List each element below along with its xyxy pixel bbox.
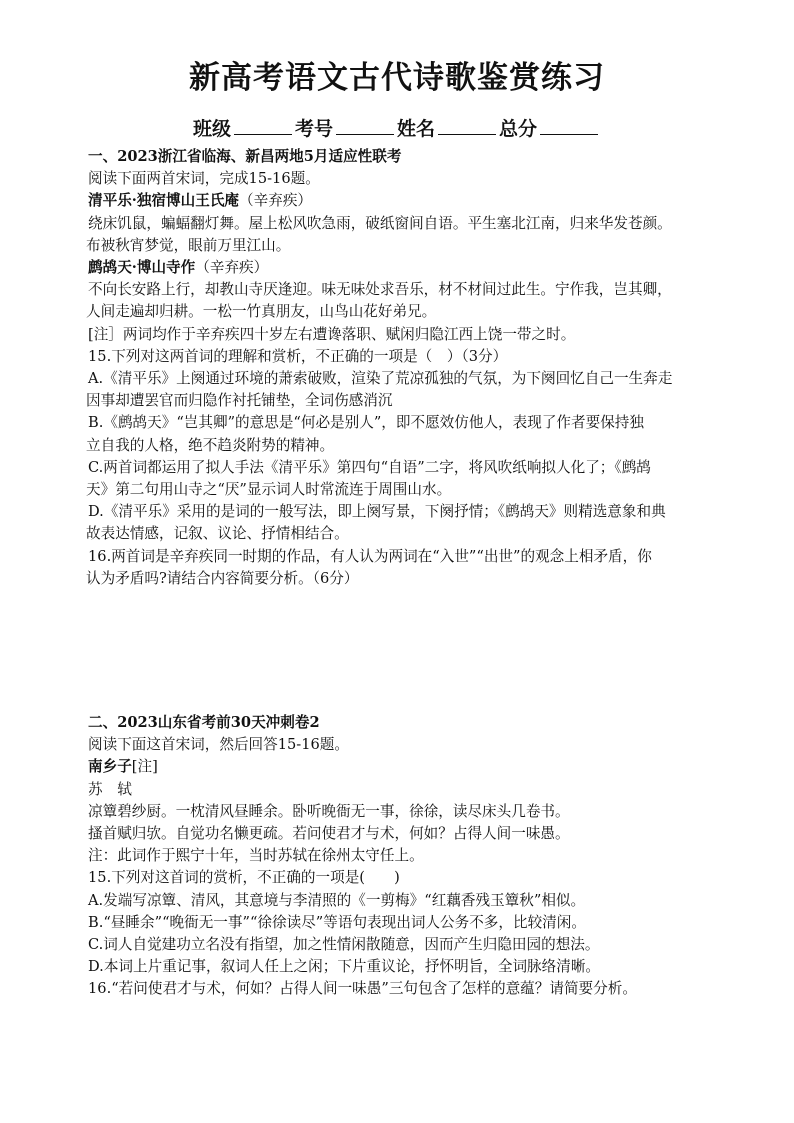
poem-3-line-1: 凉簟碧纱厨。一枕清风昼睡余。卧听晚衙无一事，徐徐，读尽床头几卷书。 <box>88 802 570 820</box>
section-2-option-a: A.发端写凉簟、清风，其意境与李清照的《一剪梅》“红藕香残玉簟秋”相似。 <box>88 891 586 909</box>
poem-1-title-line <box>88 190 740 212</box>
exam-number-label: 考号 <box>294 118 333 140</box>
question-16-line-1: 16.两首词是辛弃疾同一时期的作品，有人认为两词在“入世”“出世”的观念上相矛盾，你 <box>88 547 652 565</box>
score-label: 总分 <box>499 118 538 140</box>
class-label: 班级 <box>192 118 231 140</box>
poem-3-note-mark: [注] <box>131 758 158 776</box>
name-label: 姓名 <box>397 118 436 140</box>
section-2-option-d: D.本词上片重记事，叙词人任上之闲；下片重议论，抒怀明旨，全词脉络清晰。 <box>88 958 601 976</box>
exam-number-blank <box>336 112 394 135</box>
poem-2-title-line <box>88 257 740 279</box>
option-c-line-1: C.两首词都运用了拟人手法《清平乐》第四句“自语”二字，将风吹纸响拟人化了；《鹧鸪 <box>88 458 651 476</box>
poem-1-author: （辛弃疾） <box>239 192 313 210</box>
option-a-line-1: A.《清平乐》上阕通过环境的萧索破败，渲染了荒凉孤独的气氛，为下阕回忆自己一生奔走 <box>88 370 673 388</box>
section-1 <box>88 146 740 590</box>
option-b-line-2: 立自我的人格，绝不趋炎附势的精神。 <box>86 436 335 454</box>
poem-1-title: 清平乐·独宿博山王氏庵 <box>88 192 240 210</box>
option-c-line-2: 天》第二句用山寺之“厌”显示词人时常流连于周围山水。 <box>86 481 452 499</box>
option-d-line-1: D.《清平乐》采用的是词的一般写法，即上阕写景，下阕抒情；《鹧鸪天》则精选意象和典 <box>88 503 666 521</box>
poem-3-title: 南乡子 <box>88 758 132 776</box>
section-2-note: 注：此词作于熙宁十年，当时苏轼在徐州太守任上。 <box>88 847 424 865</box>
option-b-line-1: B.《鹧鸪天》“岂其卿”的意思是“何必是别人”，即不愿效仿他人，表现了作者要保持独 <box>88 414 644 432</box>
score-blank <box>540 112 598 135</box>
poem-2-line-1: 不向长安路上行，却教山寺厌逢迎。味无味处求吾乐，材不材间过此生。宁作我，岂其卿， <box>88 281 672 299</box>
section-2 <box>88 712 740 1001</box>
option-a-line-2: 因事却遭罢官而归隐作衬托铺垫，全词伤感消沉 <box>86 392 393 410</box>
option-d-line-2: 故表达情感，记叙、议论、抒情相结合。 <box>86 525 349 543</box>
student-info-line <box>0 112 794 143</box>
section-2-option-b: B.“昼睡余”“晚衙无一事”“徐徐读尽”等语句表现出词人公务不多，比较清闲。 <box>88 913 586 931</box>
poem-3-author: 苏 轼 <box>88 780 132 798</box>
poem-3-title-line <box>88 756 740 778</box>
poem-1-line-1: 绕床饥鼠，蝙蝠翻灯舞。屋上松风吹急雨，破纸窗间自语。平生塞北江南，归来华发苍颜。 <box>88 214 672 232</box>
section-1-instruction: 阅读下面两首宋词，完成15-16题。 <box>88 170 320 188</box>
poem-1-line-2: 布被秋宵梦觉，眼前万里江山。 <box>86 236 291 254</box>
section-2-option-c: C.词人自觉建功立名没有指望，加之性情闲散随意，因而产生归隐田园的想法。 <box>88 936 600 954</box>
section-2-question-15: 15.下列对这首词的赏析，不正确的一项是( ) <box>88 869 400 887</box>
section-2-instruction: 阅读下面这首宋词，然后回答15-16题。 <box>88 736 349 754</box>
class-blank <box>234 112 292 135</box>
poem-2-author: （辛弃疾） <box>195 259 269 277</box>
section-2-question-16: 16.“若问使君才与术，何如？占得人间一味愚”三句包含了怎样的意蕴？请简要分析。 <box>88 980 637 998</box>
section-2-heading: 二、2023山东省考前30天冲刺卷2 <box>88 714 320 731</box>
question-15: 15.下列对这两首词的理解和赏析，不正确的一项是（ ）（3分） <box>88 347 508 365</box>
question-16-line-2: 认为矛盾吗?请结合内容简要分析。（6分） <box>86 569 359 587</box>
poem-2-title: 鹧鸪天·博山寺作 <box>88 259 196 277</box>
poem-3-line-2: 搔首赋归欤。自觉功名懒更疏。若问使君才与术，何如？占得人间一味愚。 <box>88 825 570 843</box>
document-title: 新高考语文古代诗歌鉴赏练习 <box>189 60 605 96</box>
poem-2-line-2: 人间走遍却归耕。一松一竹真朋友，山鸟山花好弟兄。 <box>86 303 437 321</box>
name-blank <box>438 112 496 135</box>
section-1-note: [注］两词均作于辛弃疾四十岁左右遭谗落职、赋闲归隐江西上饶一带之时。 <box>88 325 576 343</box>
section-1-heading: 一、2023浙江省临海、新昌两地5月适应性联考 <box>88 148 402 165</box>
